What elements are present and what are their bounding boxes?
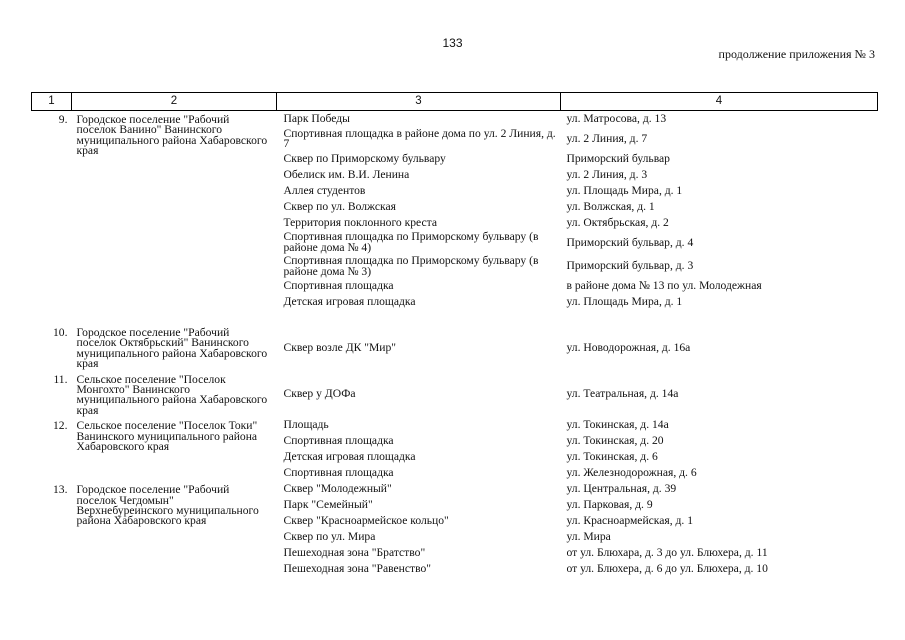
table-row xyxy=(32,324,878,371)
object-address: ул. Матросова, д. 13 xyxy=(566,112,667,126)
table-row xyxy=(32,481,878,497)
object-address: ул. Токинская, д. 20 xyxy=(566,434,664,448)
object-name: Сквер возле ДК "Мир" xyxy=(283,340,397,354)
page-number: 133 xyxy=(442,36,463,50)
object-name: Спортивная площадка в районе дома по ул. 2 Линия, д. 7 xyxy=(283,126,556,150)
row-number: 13. xyxy=(53,483,68,497)
object-address: от ул. Блюхара, д. 3 до ул. Блюхера, д. 11 xyxy=(566,546,768,560)
object-address: ул. Волжская, д. 1 xyxy=(566,199,655,213)
object-address: ул. Токинская, д. 6 xyxy=(566,450,658,464)
annex-table xyxy=(31,92,878,577)
object-name: Сквер "Красноармейское кольцо" xyxy=(283,514,449,528)
object-address: ул. Площадь Мира, д. 1 xyxy=(566,295,683,309)
object-address: ул. Мира xyxy=(566,530,611,544)
row-number: 12. xyxy=(53,419,68,433)
object-address: ул. Центральная, д. 39 xyxy=(566,482,677,496)
object-name: Спортивная площадка по Приморскому бульвару (в районе дома № 4) xyxy=(283,230,539,254)
header-cell-4: 4 xyxy=(561,93,878,111)
object-name: Сквер у ДОФа xyxy=(283,387,356,401)
object-name: Пешеходная зона "Братство" xyxy=(283,546,426,560)
header-cell-2: 2 xyxy=(72,93,277,111)
object-name: Парк Победы xyxy=(283,112,350,126)
object-name: Детская игровая площадка xyxy=(283,450,416,464)
object-name: Пешеходная зона "Равенство" xyxy=(283,562,432,576)
object-name: Спортивная площадка xyxy=(283,434,394,448)
object-name: Обелиск им. В.И. Ленина xyxy=(283,167,410,181)
object-address: ул. Октябрьская, д. 2 xyxy=(566,215,669,229)
header-cell-1: 1 xyxy=(32,93,72,111)
object-address: ул. Площадь Мира, д. 1 xyxy=(566,183,683,197)
object-name: Спортивная площадка xyxy=(283,466,394,480)
object-address: ул. Токинская, д. 14а xyxy=(566,418,669,432)
object-address: ул. Парковая, д. 9 xyxy=(566,498,653,512)
object-name: Территория поклонного креста xyxy=(283,215,437,229)
table-row xyxy=(32,417,878,433)
settlement-name: Городское поселение "Рабочий поселок Октябрьский" Ванинского муниципального района Хабаровского края xyxy=(76,325,268,371)
settlement-name: Городское поселение "Рабочий поселок Чегдомын" Верхнебуреинского муниципального района Хабаровского края xyxy=(76,483,259,528)
object-address: Приморский бульвар xyxy=(566,151,670,165)
object-address: ул. Театральная, д. 14а xyxy=(566,387,679,401)
object-address: ул. Железнодорожная, д. 6 xyxy=(566,466,697,480)
object-address: ул. 2 Линия, д. 3 xyxy=(566,167,648,181)
object-address: ул. Новодорожная, д. 16а xyxy=(566,340,691,354)
object-name: Детская игровая площадка xyxy=(283,295,416,309)
object-address: ул. Красноармейская, д. 1 xyxy=(566,514,694,528)
object-address: ул. 2 Линия, д. 7 xyxy=(566,131,648,145)
object-name: Сквер по ул. Мира xyxy=(283,530,376,544)
header-row xyxy=(32,93,878,111)
object-name: Спортивная площадка xyxy=(283,279,394,293)
row-number: 9. xyxy=(58,113,68,126)
object-name: Сквер по ул. Волжская xyxy=(283,199,396,213)
settlement-name: Сельское поселение "Поселок Токи" Ванинского муниципального района Хабаровского края xyxy=(76,419,258,453)
table-row xyxy=(32,111,878,127)
table-row xyxy=(32,371,878,418)
object-name: Парк "Семейный" xyxy=(283,498,373,512)
settlement-name: Городское поселение "Рабочий поселок Ванино" Ванинского муниципального района Хабаровского края xyxy=(76,113,268,158)
settlement-name: Сельское поселение "Поселок Монгохто" Ванинского муниципального района Хабаровского края xyxy=(76,372,268,417)
row-number: 11. xyxy=(53,372,68,386)
object-address: Приморский бульвар, д. 4 xyxy=(566,235,694,249)
object-address: от ул. Блюхера, д. 6 до ул. Блюхера, д. 10 xyxy=(566,562,768,576)
object-name: Аллея студентов xyxy=(283,183,366,197)
object-name: Площадь xyxy=(283,418,329,432)
object-name: Сквер по Приморскому бульвару xyxy=(283,151,446,165)
row-number: 10. xyxy=(53,325,68,339)
header-cell-3: 3 xyxy=(277,93,561,111)
object-name: Спортивная площадка по Приморскому бульвару (в районе дома № 3) xyxy=(283,254,539,278)
object-address: в районе дома № 13 по ул. Молодежная xyxy=(566,279,762,293)
continuation-note: продолжение приложения № 3 xyxy=(718,47,875,61)
object-address: Приморский бульвар, д. 3 xyxy=(566,259,694,273)
object-name: Сквер "Молодежный" xyxy=(283,482,392,496)
